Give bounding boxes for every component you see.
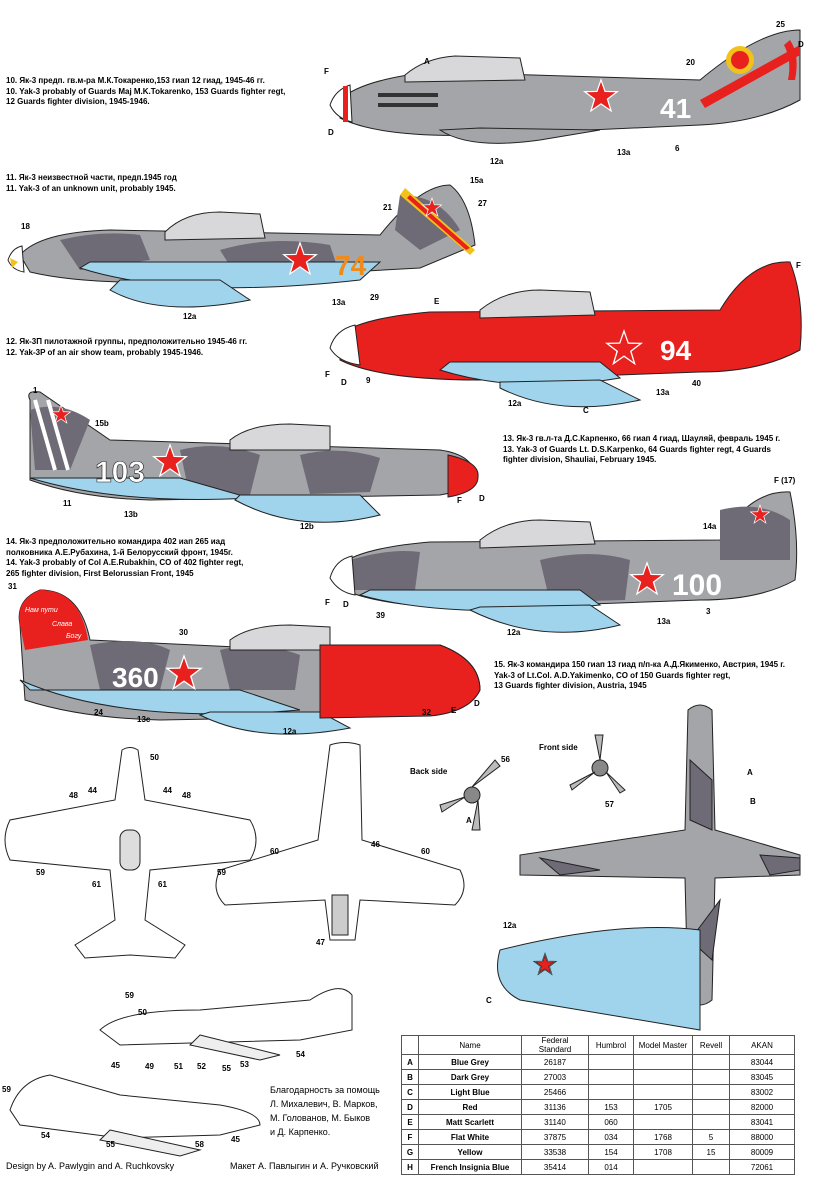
callout-label: 49 — [145, 1062, 154, 1071]
callout-label: 61 — [92, 880, 101, 889]
plan-view-top — [5, 748, 256, 959]
callout-label: 47 — [316, 938, 325, 947]
callout-label: D — [341, 378, 347, 387]
table-row — [402, 1070, 795, 1085]
color-reference-table — [401, 1035, 795, 1175]
callout-label: 12a — [283, 727, 297, 736]
callout-label: 61 — [158, 880, 167, 889]
callout-label: 40 — [692, 379, 701, 388]
caption-15: 15. Як-3 командира 150 гиап 13 гиад п/п-ка А.Д.Якименко, Австрия, 1945 г. Yak-3 of Lt.Col. A.D.Yakimenko, CO of 150 Guards fighter regt, 13 Guards fighter division, Austria, 1945 — [494, 660, 786, 690]
table-row — [402, 1160, 795, 1175]
fuselage-number-41: 41 — [660, 93, 692, 124]
color-value-cell: 31136 — [522, 1100, 589, 1115]
color-value-cell: 034 — [589, 1130, 634, 1145]
propeller-front — [570, 735, 625, 793]
callout-label: 54 — [296, 1050, 305, 1059]
color-value-cell — [634, 1070, 693, 1085]
table-row — [402, 1115, 795, 1130]
color-value-cell: 33538 — [522, 1145, 589, 1160]
profile-10-aircraft — [330, 30, 800, 143]
callout-label: 21 — [383, 203, 392, 212]
color-value-cell — [634, 1160, 693, 1175]
color-value-cell: 83045 — [730, 1070, 795, 1085]
fuselage-number-94: 94 — [660, 335, 692, 366]
color-value-cell: 35414 — [522, 1160, 589, 1175]
callout-label: D — [474, 699, 480, 708]
fuselage-number-360: 360 — [112, 662, 159, 693]
profile-15-aircraft — [19, 590, 480, 734]
color-value-cell — [693, 1055, 730, 1070]
callout-label: F (17) — [774, 476, 796, 485]
callout-label: 27 — [478, 199, 487, 208]
color-value-cell — [693, 1160, 730, 1175]
color-value-cell: 15 — [693, 1145, 730, 1160]
color-value-cell: 1708 — [634, 1145, 693, 1160]
color-value-cell: 26187 — [522, 1055, 589, 1070]
color-name-cell: Flat White — [419, 1130, 522, 1145]
table-row — [402, 1100, 795, 1115]
callout-label: F — [325, 370, 330, 379]
table-header: Revell — [693, 1036, 730, 1055]
callout-label: 15a — [470, 176, 484, 185]
callout-label: 50 — [150, 753, 159, 762]
callout-label: 12a — [503, 921, 517, 930]
callout-label: 45 — [231, 1135, 240, 1144]
callout-label: 57 — [605, 800, 614, 809]
callout-label: 3 — [706, 607, 711, 616]
color-code-cell: E — [402, 1115, 419, 1130]
callout-label: 46 — [371, 840, 380, 849]
callout-label: 13b — [124, 510, 138, 519]
callout-label: E — [434, 297, 440, 306]
callout-label: 60 — [270, 847, 279, 856]
callout-label: 59 — [217, 868, 226, 877]
callout-label: 25 — [776, 20, 785, 29]
color-name-cell: Light Blue — [419, 1085, 522, 1100]
credits-russian: Макет А. Павлыгин и А. Ручковский — [230, 1161, 379, 1171]
color-value-cell: 1768 — [634, 1130, 693, 1145]
color-code-cell: A — [402, 1055, 419, 1070]
caption-11: 11. Як-3 неизвестной части, предп.1945 год 11. Yak-3 of an unknown unit, probably 1945. — [6, 173, 177, 193]
callout-label: 55 — [222, 1064, 231, 1073]
callout-label: F — [325, 598, 330, 607]
callout-label: 1 — [33, 386, 38, 395]
color-value-cell: 060 — [589, 1115, 634, 1130]
tail-inscription-line1: Нам пути — [25, 607, 58, 614]
callout-label: 12a — [183, 312, 197, 321]
callout-label: 14a — [703, 522, 717, 531]
color-value-cell: 83044 — [730, 1055, 795, 1070]
profile-14-aircraft — [330, 492, 797, 632]
color-value-cell: 37875 — [522, 1130, 589, 1145]
color-name-cell: Red — [419, 1100, 522, 1115]
color-code-cell: F — [402, 1130, 419, 1145]
callout-label: 45 — [111, 1061, 120, 1070]
callout-label: 48 — [182, 791, 191, 800]
callout-label: 24 — [94, 708, 103, 717]
color-value-cell — [634, 1085, 693, 1100]
table-header-row — [402, 1036, 795, 1055]
callout-label: 53 — [240, 1060, 249, 1069]
callout-label: D — [343, 600, 349, 609]
callout-label: 29 — [370, 293, 379, 302]
callout-label: 59 — [125, 991, 134, 1000]
callout-label: 58 — [195, 1140, 204, 1149]
callout-label: 12a — [490, 157, 504, 166]
callout-label: 12b — [300, 522, 314, 531]
table-header — [402, 1036, 419, 1055]
color-name-cell: French Insignia Blue — [419, 1160, 522, 1175]
color-value-cell: 5 — [693, 1130, 730, 1145]
profile-13-aircraft — [29, 392, 478, 523]
callout-label: 30 — [179, 628, 188, 637]
color-value-cell — [693, 1070, 730, 1085]
color-value-cell: 014 — [589, 1160, 634, 1175]
table-header: Name — [419, 1036, 522, 1055]
color-code-cell: H — [402, 1160, 419, 1175]
color-value-cell — [589, 1055, 634, 1070]
callout-label: 59 — [36, 868, 45, 877]
color-value-cell — [693, 1115, 730, 1130]
color-value-cell: 25466 — [522, 1085, 589, 1100]
color-value-cell: 27003 — [522, 1070, 589, 1085]
callout-label: 52 — [197, 1062, 206, 1071]
color-value-cell — [693, 1100, 730, 1115]
callout-label: F — [796, 261, 801, 270]
small-side-profile-2 — [10, 1075, 260, 1156]
callout-label: 13a — [656, 388, 670, 397]
color-name-cell: Matt Scarlett — [419, 1115, 522, 1130]
table-header: Federal Standard — [522, 1036, 589, 1055]
callout-label: Back side — [410, 767, 448, 776]
color-value-cell — [634, 1055, 693, 1070]
callout-label: 60 — [421, 847, 430, 856]
callout-label: 51 — [174, 1062, 183, 1071]
callout-label: 55 — [106, 1140, 115, 1149]
callout-label: Front side — [539, 743, 578, 752]
color-value-cell: 88000 — [730, 1130, 795, 1145]
callout-label: 13a — [657, 617, 671, 626]
fuselage-number-103: 103 — [95, 456, 146, 489]
color-value-cell — [693, 1085, 730, 1100]
callout-label: A — [747, 768, 753, 777]
fuselage-number-100: 100 — [672, 569, 723, 602]
callout-label: A — [466, 816, 472, 825]
color-value-cell: 80009 — [730, 1145, 795, 1160]
callout-label: 15b — [95, 419, 109, 428]
callout-label: 20 — [686, 58, 695, 67]
color-code-cell: D — [402, 1100, 419, 1115]
callout-label: A — [424, 57, 430, 66]
small-side-profile-1 — [100, 989, 352, 1060]
callout-label: D — [798, 40, 804, 49]
callout-label: 12a — [508, 399, 522, 408]
color-value-cell — [589, 1070, 634, 1085]
tail-inscription-line2: Слава — [52, 621, 73, 628]
callout-label: 18 — [21, 222, 30, 231]
credits-english: Design by A. Pawlygin and A. Ruchkovsky — [6, 1161, 175, 1171]
fuselage-number-74: 74 — [335, 250, 367, 281]
table-header: Model Master — [634, 1036, 693, 1055]
callout-label: B — [750, 797, 756, 806]
callout-label: C — [583, 406, 589, 415]
color-code-cell: G — [402, 1145, 419, 1160]
callout-label: 54 — [41, 1131, 50, 1140]
caption-10: 10. Як-3 предп. гв.м-ра М.К.Токаренко,153 гиап 12 гиад, 1945-46 гг. 10. Yak-3 probably of Guards Maj M.K.Tokarenko, 153 Guards fighter regt, 12 Guards fighter division, 1945-1946. — [6, 76, 286, 106]
callout-label: 13c — [137, 715, 151, 724]
color-value-cell — [634, 1115, 693, 1130]
callout-label: 39 — [376, 611, 385, 620]
callout-label: 6 — [675, 144, 680, 153]
callout-label: 9 — [366, 376, 371, 385]
caption-12: 12. Як-3П пилотажной группы, предположительно 1945-46 гг. 12. Yak-3P of an air show team, probably 1945-1946. — [6, 337, 248, 357]
callout-label: 31 — [8, 582, 17, 591]
table-row — [402, 1085, 795, 1100]
tail-inscription-line3: Богу — [66, 633, 82, 640]
callout-label: 44 — [163, 786, 172, 795]
color-value-cell: 154 — [589, 1145, 634, 1160]
callout-label: F — [457, 496, 462, 505]
callout-label: D — [479, 494, 485, 503]
callout-label: F — [324, 67, 329, 76]
callout-label: 13a — [617, 148, 631, 157]
acknowledgements: Благодарность за помощь Л. Михалевич, В. Марков, М. Голованов, М. Быков и Д. Карпенко. — [270, 1085, 380, 1137]
callout-label: 56 — [501, 755, 510, 764]
callout-label: C — [486, 996, 492, 1005]
color-code-cell: C — [402, 1085, 419, 1100]
color-value-cell: 72061 — [730, 1160, 795, 1175]
callout-label: 59 — [2, 1085, 11, 1094]
table-header: Humbrol — [589, 1036, 634, 1055]
table-row — [402, 1145, 795, 1160]
color-value-cell: 153 — [589, 1100, 634, 1115]
profile-12-aircraft — [330, 262, 801, 407]
callout-label: 13a — [332, 298, 346, 307]
color-code-cell: B — [402, 1070, 419, 1085]
callout-label: E — [451, 706, 457, 715]
callout-label: 48 — [69, 791, 78, 800]
color-value-cell: 83041 — [730, 1115, 795, 1130]
callout-label: 12a — [507, 628, 521, 637]
color-value-cell — [589, 1085, 634, 1100]
callout-label: 32 — [422, 708, 431, 717]
profile-11-aircraft — [8, 185, 475, 307]
color-value-cell: 83002 — [730, 1085, 795, 1100]
callout-label: 44 — [88, 786, 97, 795]
color-name-cell: Yellow — [419, 1145, 522, 1160]
color-value-cell: 31140 — [522, 1115, 589, 1130]
callout-label: D — [328, 128, 334, 137]
color-name-cell: Dark Grey — [419, 1070, 522, 1085]
wing-underside-panel — [498, 928, 701, 1031]
caption-14: 14. Як-3 предположительно командира 402 иап 265 иад полковника А.Е.Рубахина, 1-й Белорусский фронт, 1945г. 14. Yak-3 probably of Col A.E.Rubakhin, CO of 402 fighter regt, 265 fighter division, First Belorussian Front, 1945 — [6, 537, 244, 578]
table-row — [402, 1130, 795, 1145]
callout-label: 11 — [63, 499, 72, 508]
table-row — [402, 1055, 795, 1070]
color-value-cell: 82000 — [730, 1100, 795, 1115]
caption-13: 13. Як-3 гв.л-та Д.С.Карпенко, 66 гиап 4 гиад, Шауляй, февраль 1945 г. 13. Yak-3 of Guards Lt. D.S.Karpenko, 64 Guards fighter regt, 4 Guards fighter division, Shauliai, February 1945. — [503, 434, 781, 464]
table-header: AKAN — [730, 1036, 795, 1055]
color-name-cell: Blue Grey — [419, 1055, 522, 1070]
color-value-cell: 1705 — [634, 1100, 693, 1115]
callout-label: 50 — [138, 1008, 147, 1017]
